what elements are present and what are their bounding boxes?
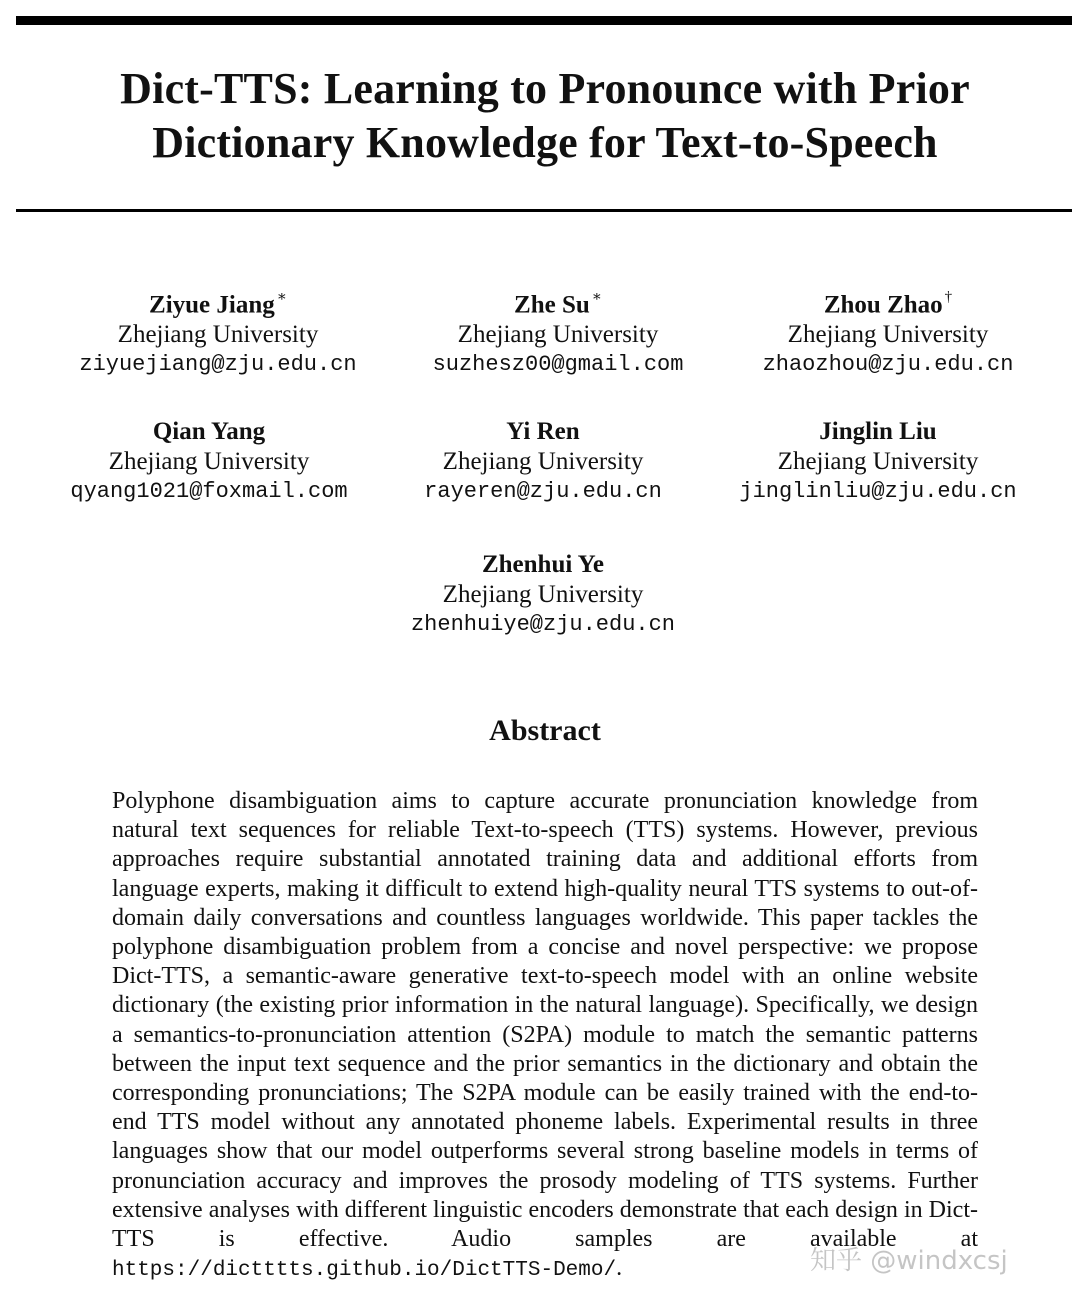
author-email: ziyuejiang@zju.edu.cn — [79, 352, 357, 378]
watermark: 知乎 @windxcsj — [810, 1246, 1008, 1276]
top-rule — [16, 16, 1072, 25]
author-name: Zhou Zhao † — [823, 289, 953, 319]
author-affiliation: Zhejiang University — [457, 321, 659, 349]
author-name: Jinglin Liu — [819, 418, 937, 445]
title-line-2: Dictionary Knowledge for Text-to-Speech — [152, 118, 938, 167]
author-email: rayeren@zju.edu.cn — [424, 479, 662, 504]
author-affiliation: Zhejiang University — [442, 581, 644, 608]
author-block — [708, 284, 1068, 380]
abstract-body — [112, 787, 978, 1285]
author-block — [698, 417, 1058, 507]
author-affiliation: Zhejiang University — [442, 448, 644, 475]
author-block — [378, 284, 738, 380]
abstract-heading: Abstract — [489, 714, 601, 747]
equal-contribution-mark: ∗ — [276, 289, 287, 305]
author-affiliation: Zhejiang University — [117, 321, 319, 349]
title-bottom-rule — [16, 209, 1072, 212]
paper-title — [0, 62, 1090, 170]
author-name: Zhe Su ∗ — [514, 289, 602, 319]
equal-contribution-mark: ∗ — [591, 289, 602, 305]
author-block — [38, 284, 398, 380]
author-email: qyang1021@foxmail.com — [70, 479, 348, 504]
demo-url-link[interactable]: https://dictttts.github.io/DictTTS-Demo/ — [112, 1259, 617, 1283]
author-affiliation: Zhejiang University — [777, 448, 979, 475]
author-email: jinglinliu@zju.edu.cn — [739, 479, 1017, 504]
abstract-end-period: . — [616, 1255, 623, 1282]
author-name: Qian Yang — [152, 418, 266, 445]
author-email: zhaozhou@zju.edu.cn — [762, 352, 1014, 378]
title-line-1: Dict-TTS: Learning to Pronounce with Prior — [120, 64, 970, 113]
author-name: Yi Ren — [506, 418, 580, 445]
author-affiliation: Zhejiang University — [108, 448, 310, 475]
author-name: Ziyue Jiang ∗ — [149, 289, 287, 319]
author-email: suzhesz00@gmail.com — [432, 352, 684, 378]
author-email: zhenhuiye@zju.edu.cn — [410, 612, 676, 637]
author-block — [363, 550, 723, 640]
corresponding-author-mark: † — [944, 289, 953, 305]
author-name: Zhenhui Ye — [481, 551, 605, 578]
author-block — [363, 417, 723, 507]
abstract-text: Polyphone disambiguation aims to capture accurate pronunciation knowledge from natural text sequences for reliable Text-to-speech (TTS) systems. However, previous approaches require substantial annotated training data and additional efforts from language experts, making it difficult to extend high-quality neural TTS systems to out-of-domain daily conversations and countless languages worldwide. This paper tackles the polyphone disambiguation problem from a concise and novel perspective: we propose Dict-TTS, a semantic-aware generative text-to-speech model with an online website dictionary (the existing prior information in the natural language). Specifically, we design a semantics-to-pronunciation attention (S2PA) module to match the semantic patterns between the input text sequence and the prior semantics in the dictionary and obtain the corresponding pronunciations; The S2PA module can be easily trained with the end-to-end TTS model without any annotated phoneme labels. Experimental results in three languages show that our model outperforms several strong baseline models in terms of pronunciation accuracy and improves the prosody modeling of TTS systems. Further extensive analyses with different linguistic encoders demonstrate that each design in Dict-TTS is effective. Audio samples are available at — [112, 788, 978, 1253]
author-affiliation: Zhejiang University — [787, 321, 989, 349]
author-block — [29, 417, 389, 507]
